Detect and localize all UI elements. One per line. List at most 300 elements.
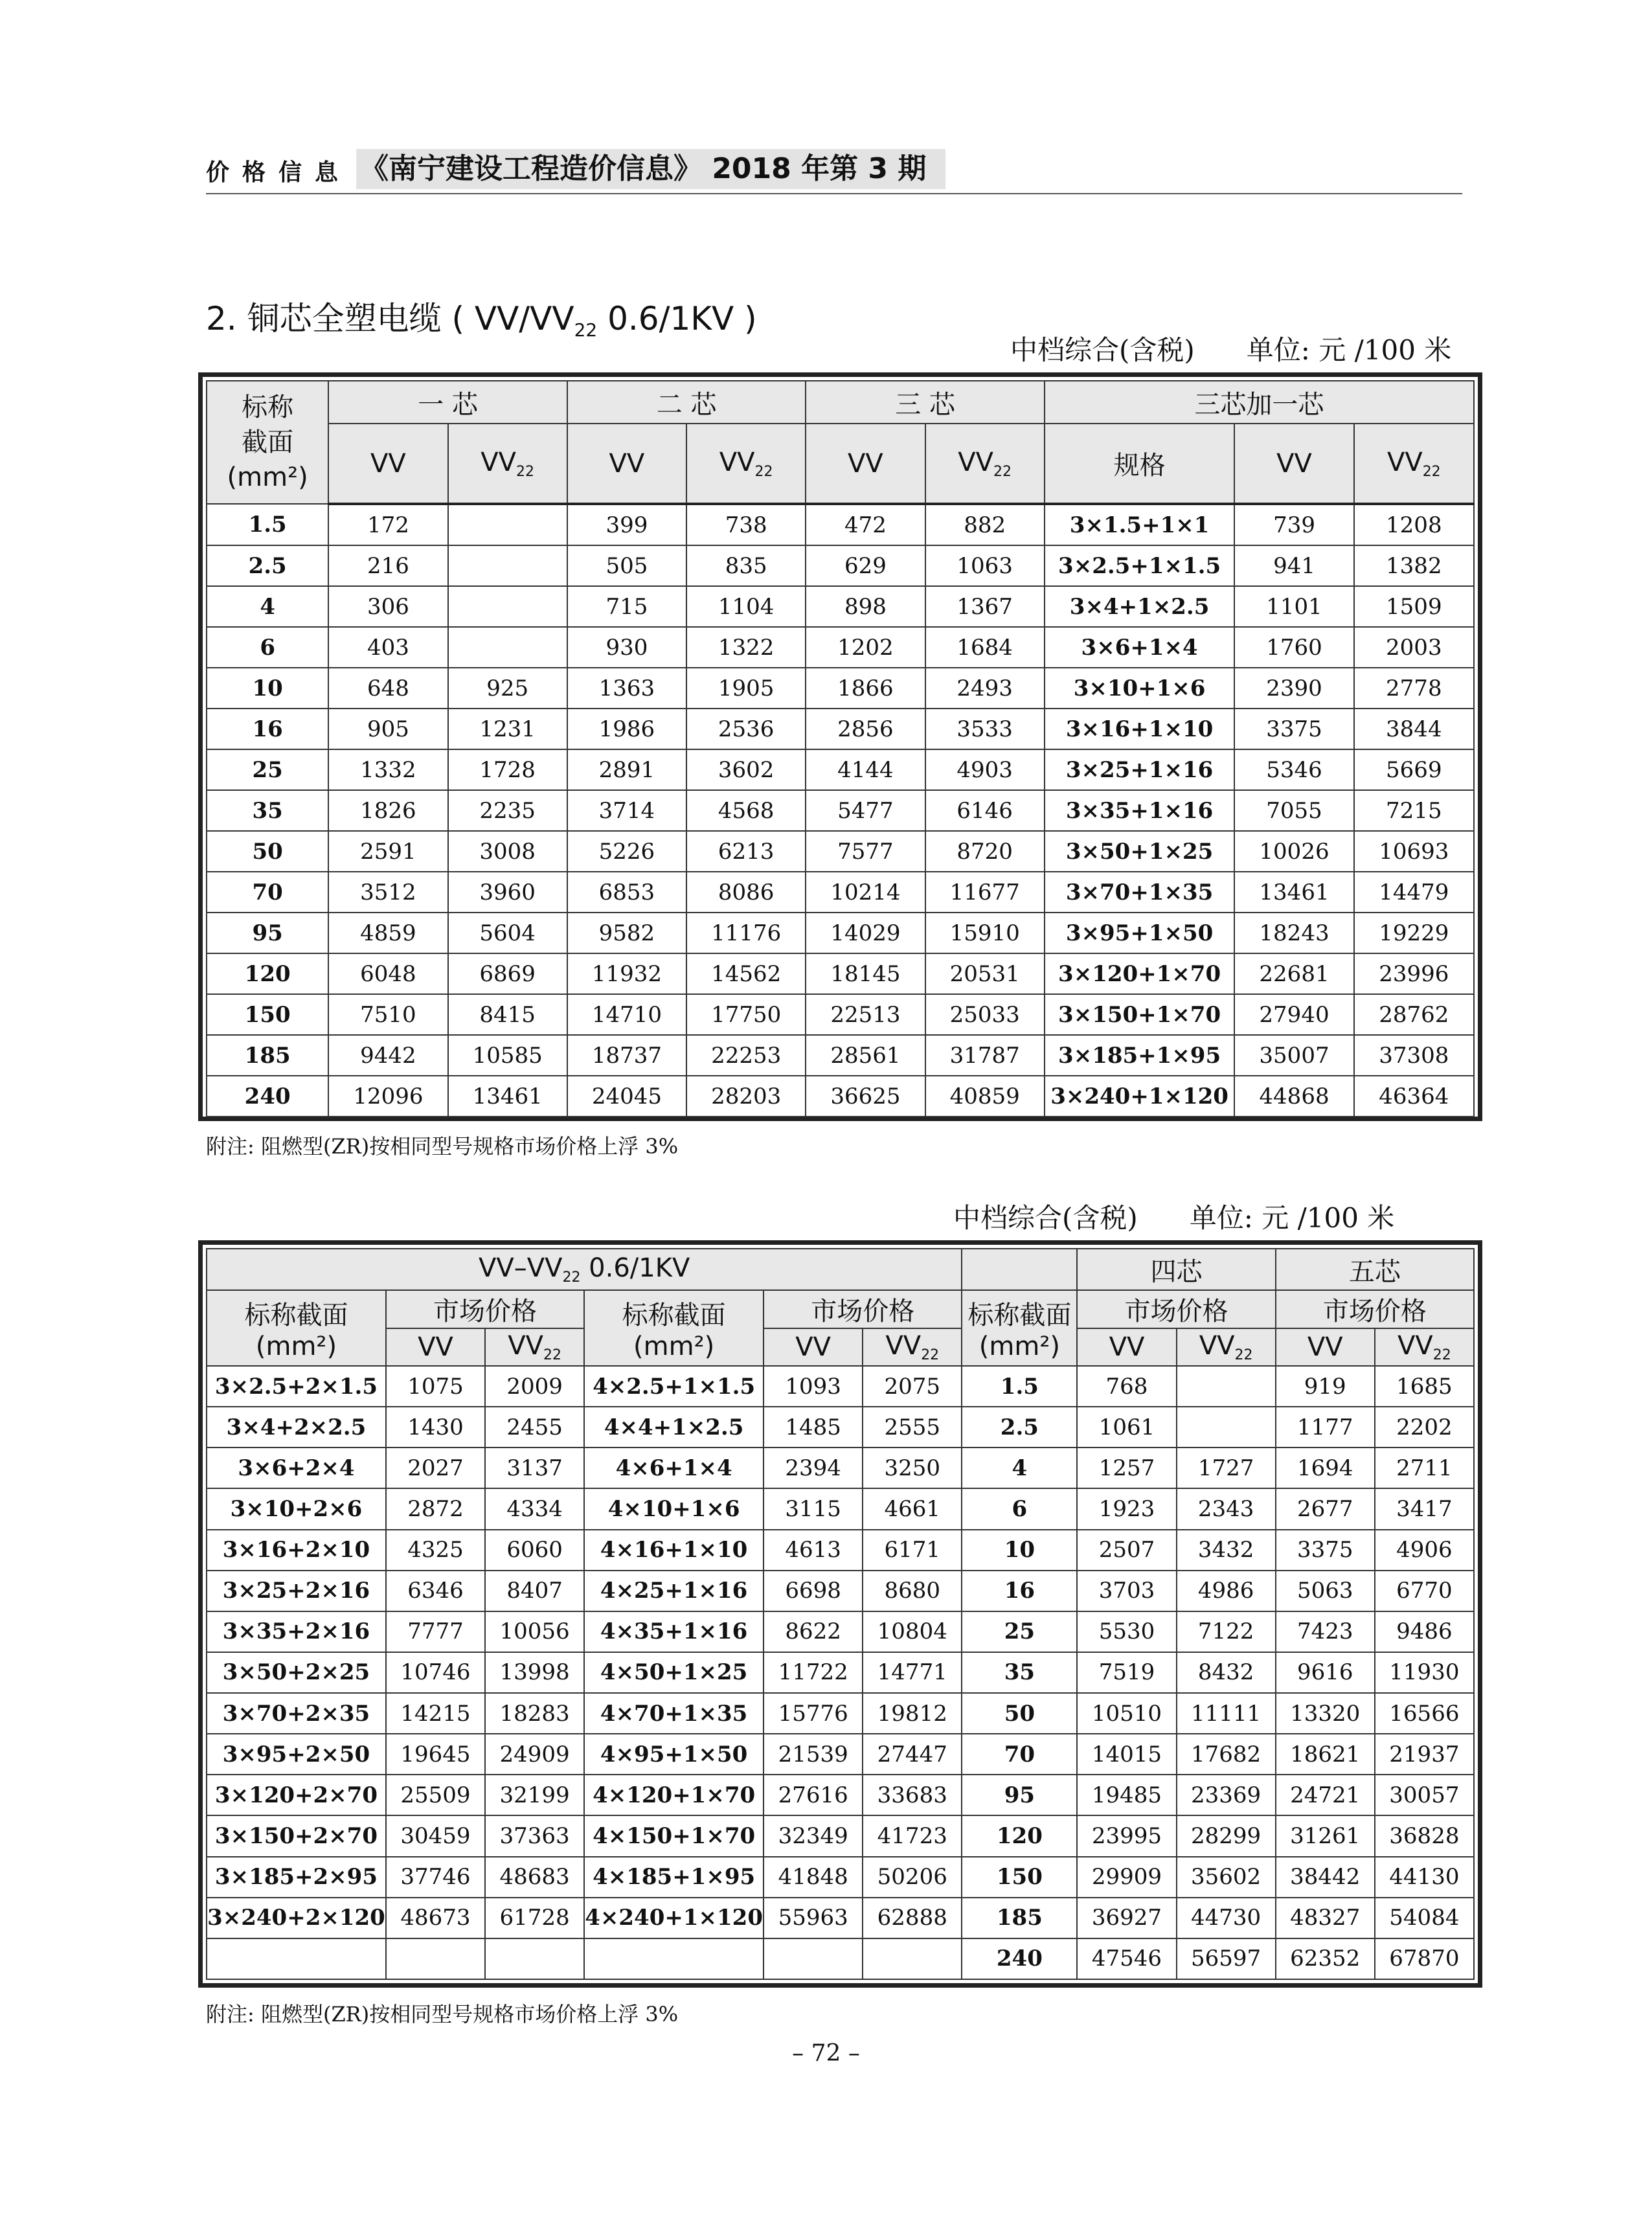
table-cell: 15910 xyxy=(925,913,1045,953)
table-cell: 10056 xyxy=(485,1611,584,1652)
table-cell: 5477 xyxy=(806,790,925,831)
table-cell xyxy=(1177,1407,1276,1448)
header-vv: VV xyxy=(386,1328,485,1366)
table-cell: 16566 xyxy=(1375,1693,1474,1734)
table1-title: 2. 铜芯全塑电缆 ( $VV/VV_{22}$ 0.6/1KV ) xyxy=(206,300,757,341)
table-cell: 3115 xyxy=(764,1488,863,1529)
table-cell: 21937 xyxy=(1375,1734,1474,1775)
table-row xyxy=(207,504,1474,545)
table-cell: 6 xyxy=(962,1488,1077,1529)
table-cell: 10510 xyxy=(1077,1693,1176,1734)
table-cell: 14710 xyxy=(567,994,686,1035)
header-section: 标称截面 (mm²) xyxy=(962,1290,1077,1366)
table-cell: 941 xyxy=(1234,545,1353,586)
header-market: 市场价格 xyxy=(764,1290,962,1328)
table-cell: 2455 xyxy=(485,1407,584,1448)
table-cell: 12096 xyxy=(328,1076,447,1117)
table-cell: 216 xyxy=(328,545,447,586)
table-cell: 4×6+1×4 xyxy=(584,1448,764,1488)
table-cell: 41848 xyxy=(764,1857,863,1898)
header-vv-title: $VV-VV_{22}$ 0.6/1KV xyxy=(207,1249,962,1290)
table-cell: 33683 xyxy=(863,1775,962,1815)
table-cell: 19812 xyxy=(863,1693,962,1734)
table-cell: 4×35+1×16 xyxy=(584,1611,764,1652)
table-cell: 19229 xyxy=(1354,913,1474,953)
table-cell: 2.5 xyxy=(207,545,328,586)
table-cell: 739 xyxy=(1234,504,1353,545)
header-vv22: $VV_{22}$ xyxy=(925,424,1045,504)
table-cell: 4 xyxy=(962,1448,1077,1488)
header-vv22: $VV_{22}$ xyxy=(485,1328,584,1366)
header-vv: VV xyxy=(764,1328,863,1366)
table-cell: 7519 xyxy=(1077,1652,1176,1693)
table-cell: 36927 xyxy=(1077,1898,1176,1938)
table-cell: 2856 xyxy=(806,709,925,749)
table1-unit: 单位: 元 /100 米 xyxy=(1246,334,1452,366)
table-cell: 5530 xyxy=(1077,1611,1176,1652)
table-cell: 32349 xyxy=(764,1815,863,1856)
header-vv22: $VV_{22}$ xyxy=(1375,1328,1474,1366)
table-cell: 1075 xyxy=(386,1366,485,1407)
table-cell: 6213 xyxy=(686,831,806,872)
table-cell: 10693 xyxy=(1354,831,1474,872)
table-cell: 35 xyxy=(962,1652,1077,1693)
table-row xyxy=(207,1898,1474,1938)
table-cell: 120 xyxy=(207,953,328,994)
table-cell: 2009 xyxy=(485,1366,584,1407)
table-cell: 7510 xyxy=(328,994,447,1035)
table-cell: 1322 xyxy=(686,627,806,668)
header-vv22: $VV_{22}$ xyxy=(448,424,567,504)
table-cell: 1905 xyxy=(686,668,806,709)
header-market: 市场价格 xyxy=(1276,1290,1474,1328)
table-cell: 1685 xyxy=(1375,1366,1474,1407)
table-cell: 3×2.5+1×1.5 xyxy=(1045,545,1235,586)
table-cell: 3×6+2×4 xyxy=(207,1448,386,1488)
table-cell: 13998 xyxy=(485,1652,584,1693)
table-cell: 10585 xyxy=(448,1035,567,1076)
table2 xyxy=(206,1248,1475,1980)
table-cell: 10746 xyxy=(386,1652,485,1693)
table-cell: 8622 xyxy=(764,1611,863,1652)
table-cell: 13461 xyxy=(1234,872,1353,913)
table-cell: 5226 xyxy=(567,831,686,872)
header-vv: VV xyxy=(328,424,447,504)
table-cell: 240 xyxy=(207,1076,328,1117)
table-cell: 44868 xyxy=(1234,1076,1353,1117)
table-row xyxy=(207,709,1474,749)
table-cell: 25033 xyxy=(925,994,1045,1035)
table-cell: 3375 xyxy=(1234,709,1353,749)
table-cell: 2027 xyxy=(386,1448,485,1488)
table-cell: 3×4+2×2.5 xyxy=(207,1407,386,1448)
table1 xyxy=(206,380,1475,1117)
table-cell: 472 xyxy=(806,504,925,545)
table-cell: 5669 xyxy=(1354,749,1474,790)
table-cell: 13320 xyxy=(1276,1693,1375,1734)
table-cell: 15776 xyxy=(764,1693,863,1734)
table-cell: 50 xyxy=(207,831,328,872)
table-cell: 24721 xyxy=(1276,1775,1375,1815)
header-vv22: $VV_{22}$ xyxy=(863,1328,962,1366)
table-cell: 36828 xyxy=(1375,1815,1474,1856)
table-cell: 24909 xyxy=(485,1734,584,1775)
table-cell: 4×150+1×70 xyxy=(584,1815,764,1856)
table-cell: 3×50+2×25 xyxy=(207,1652,386,1693)
table-cell: 55963 xyxy=(764,1898,863,1938)
table-cell: 6171 xyxy=(863,1530,962,1571)
table-cell: 3×2.5+2×1.5 xyxy=(207,1366,386,1407)
table-cell: 2075 xyxy=(863,1366,962,1407)
table-cell: 5346 xyxy=(1234,749,1353,790)
table-cell: 67870 xyxy=(1375,1938,1474,1979)
page-number: – 72 – xyxy=(792,2040,860,2067)
table-cell: 1760 xyxy=(1234,627,1353,668)
table-cell: 9442 xyxy=(328,1035,447,1076)
table-cell: 18243 xyxy=(1234,913,1353,953)
header-three-plus-one: 三芯加一芯 xyxy=(1045,381,1474,424)
table-cell: 3×70+2×35 xyxy=(207,1693,386,1734)
table-cell: 6146 xyxy=(925,790,1045,831)
header-section: 标称截面 (mm²) xyxy=(207,1290,386,1366)
table-row xyxy=(207,953,1474,994)
header-vv: VV xyxy=(806,424,925,504)
table-cell: 1684 xyxy=(925,627,1045,668)
table-row xyxy=(207,627,1474,668)
table-cell: 30057 xyxy=(1375,1775,1474,1815)
table-cell: 4×25+1×16 xyxy=(584,1571,764,1611)
table-cell: 4×16+1×10 xyxy=(584,1530,764,1571)
table-cell: 9582 xyxy=(567,913,686,953)
table-cell: 3×25+2×16 xyxy=(207,1571,386,1611)
table-row xyxy=(207,1035,1474,1076)
table-cell xyxy=(584,1938,764,1979)
table-cell: 1866 xyxy=(806,668,925,709)
table-cell: 6048 xyxy=(328,953,447,994)
table-cell: 3×4+1×2.5 xyxy=(1045,586,1235,627)
table-cell: 23995 xyxy=(1077,1815,1176,1856)
table-cell: 185 xyxy=(207,1035,328,1076)
table-cell: 4334 xyxy=(485,1488,584,1529)
table-row xyxy=(207,913,1474,953)
table-row xyxy=(207,586,1474,627)
table-cell: 25 xyxy=(207,749,328,790)
header-rule xyxy=(206,193,1462,194)
table2-frame xyxy=(198,1240,1482,1988)
header-vv22: $VV_{22}$ xyxy=(1354,424,1474,504)
table-cell: 6770 xyxy=(1375,1571,1474,1611)
table-cell: 3×120+2×70 xyxy=(207,1775,386,1815)
table-cell: 30459 xyxy=(386,1815,485,1856)
table-row xyxy=(207,1815,1474,1856)
table-cell: 1332 xyxy=(328,749,447,790)
table-cell: 7122 xyxy=(1177,1611,1276,1652)
table-cell: 4325 xyxy=(386,1530,485,1571)
table-row xyxy=(207,1652,1474,1693)
table-cell: 1257 xyxy=(1077,1448,1176,1488)
table-cell: 768 xyxy=(1077,1366,1176,1407)
header-two-core: 二 芯 xyxy=(567,381,806,424)
table-cell: 2202 xyxy=(1375,1407,1474,1448)
table-cell: 3×10+2×6 xyxy=(207,1488,386,1529)
table-cell: 3×25+1×16 xyxy=(1045,749,1235,790)
table-cell: 22681 xyxy=(1234,953,1353,994)
table-cell: 11722 xyxy=(764,1652,863,1693)
table-cell: 13461 xyxy=(448,1076,567,1117)
header-vv22: $VV_{22}$ xyxy=(686,424,806,504)
table-cell: 8415 xyxy=(448,994,567,1035)
table-cell: 62888 xyxy=(863,1898,962,1938)
table-cell: 47546 xyxy=(1077,1938,1176,1979)
table-row xyxy=(207,1611,1474,1652)
table-cell: 120 xyxy=(962,1815,1077,1856)
table-cell: 4×120+1×70 xyxy=(584,1775,764,1815)
header-vv22: $VV_{22}$ xyxy=(1177,1328,1276,1366)
table-cell: 31261 xyxy=(1276,1815,1375,1856)
table-cell: 27940 xyxy=(1234,994,1353,1035)
table-cell: 1093 xyxy=(764,1366,863,1407)
table-row xyxy=(207,1734,1474,1775)
table-cell: 2891 xyxy=(567,749,686,790)
table-cell: 930 xyxy=(567,627,686,668)
table-cell: 3×185+2×95 xyxy=(207,1857,386,1898)
table-cell: 10 xyxy=(207,668,328,709)
header-three-core: 三 芯 xyxy=(806,381,1045,424)
table-cell: 48673 xyxy=(386,1898,485,1938)
table-cell xyxy=(448,504,567,545)
table-cell: 9616 xyxy=(1276,1652,1375,1693)
table-cell xyxy=(448,545,567,586)
table-cell: 2493 xyxy=(925,668,1045,709)
table-cell: 4613 xyxy=(764,1530,863,1571)
table-cell: 1101 xyxy=(1234,586,1353,627)
table-cell: 1202 xyxy=(806,627,925,668)
table-cell: 1061 xyxy=(1077,1407,1176,1448)
table-row xyxy=(207,749,1474,790)
table-cell: 8407 xyxy=(485,1571,584,1611)
table-cell: 882 xyxy=(925,504,1045,545)
table-cell: 3×95+2×50 xyxy=(207,1734,386,1775)
table-cell: 1177 xyxy=(1276,1407,1375,1448)
table-cell: 1923 xyxy=(1077,1488,1176,1529)
table-cell: 240 xyxy=(962,1938,1077,1979)
table-cell: 19645 xyxy=(386,1734,485,1775)
table-cell xyxy=(448,627,567,668)
table-cell: 4×4+1×2.5 xyxy=(584,1407,764,1448)
table-cell: 21539 xyxy=(764,1734,863,1775)
header-four-core: 四芯 xyxy=(1077,1249,1275,1290)
table-cell: 18621 xyxy=(1276,1734,1375,1775)
table-cell: 18145 xyxy=(806,953,925,994)
table-cell: 28762 xyxy=(1354,994,1474,1035)
header-vv: VV xyxy=(567,424,686,504)
table-cell: 3714 xyxy=(567,790,686,831)
table-cell: 1104 xyxy=(686,586,806,627)
table-cell xyxy=(485,1938,584,1979)
table-cell: 925 xyxy=(448,668,567,709)
table-cell: 919 xyxy=(1276,1366,1375,1407)
table-row xyxy=(207,872,1474,913)
table-cell: 35007 xyxy=(1234,1035,1353,1076)
table-cell: 4 xyxy=(207,586,328,627)
table-cell: 1363 xyxy=(567,668,686,709)
table-cell: 3×185+1×95 xyxy=(1045,1035,1235,1076)
table-cell: 29909 xyxy=(1077,1857,1176,1898)
table-cell: 25509 xyxy=(386,1775,485,1815)
table-cell xyxy=(386,1938,485,1979)
table-cell: 38442 xyxy=(1276,1857,1375,1898)
table-row xyxy=(207,1693,1474,1734)
table-cell: 2778 xyxy=(1354,668,1474,709)
table-cell: 95 xyxy=(207,913,328,953)
table-row xyxy=(207,1530,1474,1571)
table-row xyxy=(207,1938,1474,1979)
table-cell: 3602 xyxy=(686,749,806,790)
table-cell: 1485 xyxy=(764,1407,863,1448)
table-cell: 8680 xyxy=(863,1571,962,1611)
table-cell: 3×16+2×10 xyxy=(207,1530,386,1571)
table-cell: 37308 xyxy=(1354,1035,1474,1076)
table-cell: 35602 xyxy=(1177,1857,1276,1898)
table-cell xyxy=(1177,1366,1276,1407)
table1-frame xyxy=(198,372,1482,1121)
table-cell: 17682 xyxy=(1177,1734,1276,1775)
table-cell: 2003 xyxy=(1354,627,1474,668)
table-cell: 403 xyxy=(328,627,447,668)
header-vv: VV xyxy=(1276,1328,1375,1366)
table-cell: 1694 xyxy=(1276,1448,1375,1488)
table-cell: 1430 xyxy=(386,1407,485,1448)
table-cell: 6869 xyxy=(448,953,567,994)
header-section: 标称 截面 (mm²) xyxy=(207,381,328,504)
table-cell: 28561 xyxy=(806,1035,925,1076)
table-cell: 8432 xyxy=(1177,1652,1276,1693)
table-cell: 3×240+2×120 xyxy=(207,1898,386,1938)
table-cell: 1382 xyxy=(1354,545,1474,586)
table1-note: 附注: 阻燃型(ZR)按相同型号规格市场价格上浮 3% xyxy=(206,1134,679,1159)
table-cell: 50 xyxy=(962,1693,1077,1734)
table-cell: 3×240+1×120 xyxy=(1045,1076,1235,1117)
table-cell: 4144 xyxy=(806,749,925,790)
table-cell: 22253 xyxy=(686,1035,806,1076)
table-cell: 2394 xyxy=(764,1448,863,1488)
table-cell: 898 xyxy=(806,586,925,627)
table-cell: 70 xyxy=(962,1734,1077,1775)
table-cell: 738 xyxy=(686,504,806,545)
table-cell: 3844 xyxy=(1354,709,1474,749)
table-cell: 1986 xyxy=(567,709,686,749)
table-cell: 1826 xyxy=(328,790,447,831)
table-cell: 2.5 xyxy=(962,1407,1077,1448)
table-row xyxy=(207,668,1474,709)
table-cell: 24045 xyxy=(567,1076,686,1117)
table-cell: 17750 xyxy=(686,994,806,1035)
table-cell: 399 xyxy=(567,504,686,545)
table-cell: 8086 xyxy=(686,872,806,913)
header-spec: 规格 xyxy=(1045,424,1235,504)
table-cell: 37363 xyxy=(485,1815,584,1856)
table-cell: 3×50+1×25 xyxy=(1045,831,1235,872)
table-cell: 7215 xyxy=(1354,790,1474,831)
table-cell: 16 xyxy=(962,1571,1077,1611)
table2-unit: 单位: 元 /100 米 xyxy=(1189,1202,1395,1234)
table-cell: 3137 xyxy=(485,1448,584,1488)
table-cell xyxy=(863,1938,962,1979)
table-cell: 6853 xyxy=(567,872,686,913)
table-cell: 4×70+1×35 xyxy=(584,1693,764,1734)
table-cell: 5063 xyxy=(1276,1571,1375,1611)
header-vv: VV xyxy=(1234,424,1353,504)
table-row xyxy=(207,1366,1474,1407)
table-cell: 3703 xyxy=(1077,1571,1176,1611)
table-cell: 27616 xyxy=(764,1775,863,1815)
table-cell: 3×10+1×6 xyxy=(1045,668,1235,709)
table-cell: 3×35+2×16 xyxy=(207,1611,386,1652)
table-cell: 3×120+1×70 xyxy=(1045,953,1235,994)
table-cell: 835 xyxy=(686,545,806,586)
header-market: 市场价格 xyxy=(386,1290,584,1328)
table-cell: 2343 xyxy=(1177,1488,1276,1529)
table-cell: 48683 xyxy=(485,1857,584,1898)
table-cell: 37746 xyxy=(386,1857,485,1898)
header-five-core: 五芯 xyxy=(1276,1249,1474,1290)
header-one-core: 一 芯 xyxy=(328,381,567,424)
table-cell: 7777 xyxy=(386,1611,485,1652)
table-row xyxy=(207,1857,1474,1898)
table-cell: 7055 xyxy=(1234,790,1353,831)
table-cell: 3×16+1×10 xyxy=(1045,709,1235,749)
table-cell: 95 xyxy=(962,1775,1077,1815)
table-cell: 715 xyxy=(567,586,686,627)
table-cell: 3×150+1×70 xyxy=(1045,994,1235,1035)
table-cell: 8720 xyxy=(925,831,1045,872)
table-cell: 61728 xyxy=(485,1898,584,1938)
table-cell: 150 xyxy=(207,994,328,1035)
magazine-title: 《南宁建设工程造价信息》 2018 年第 3 期 xyxy=(356,149,945,189)
table-row xyxy=(207,1488,1474,1529)
table-cell: 3008 xyxy=(448,831,567,872)
table-row xyxy=(207,1448,1474,1488)
table-cell: 1.5 xyxy=(207,504,328,545)
table-cell: 11677 xyxy=(925,872,1045,913)
table-cell: 18283 xyxy=(485,1693,584,1734)
table-cell: 172 xyxy=(328,504,447,545)
header-blank xyxy=(962,1249,1077,1290)
table-cell: 35 xyxy=(207,790,328,831)
header-market: 市场价格 xyxy=(1077,1290,1275,1328)
table-cell: 62352 xyxy=(1276,1938,1375,1979)
table-row xyxy=(207,545,1474,586)
table-cell: 10214 xyxy=(806,872,925,913)
table-cell: 1208 xyxy=(1354,504,1474,545)
table-cell: 2677 xyxy=(1276,1488,1375,1529)
table-cell: 150 xyxy=(962,1857,1077,1898)
table-cell xyxy=(207,1938,386,1979)
table-cell: 4×185+1×95 xyxy=(584,1857,764,1898)
table-cell: 4986 xyxy=(1177,1571,1276,1611)
table-cell: 14771 xyxy=(863,1652,962,1693)
table-cell: 44130 xyxy=(1375,1857,1474,1898)
table-cell: 18737 xyxy=(567,1035,686,1076)
table-cell: 3432 xyxy=(1177,1530,1276,1571)
table-cell: 185 xyxy=(962,1898,1077,1938)
table-cell: 6060 xyxy=(485,1530,584,1571)
table-cell: 10026 xyxy=(1234,831,1353,872)
table-cell: 14015 xyxy=(1077,1734,1176,1775)
table-cell: 11111 xyxy=(1177,1693,1276,1734)
table-cell: 50206 xyxy=(863,1857,962,1898)
table-cell: 2591 xyxy=(328,831,447,872)
